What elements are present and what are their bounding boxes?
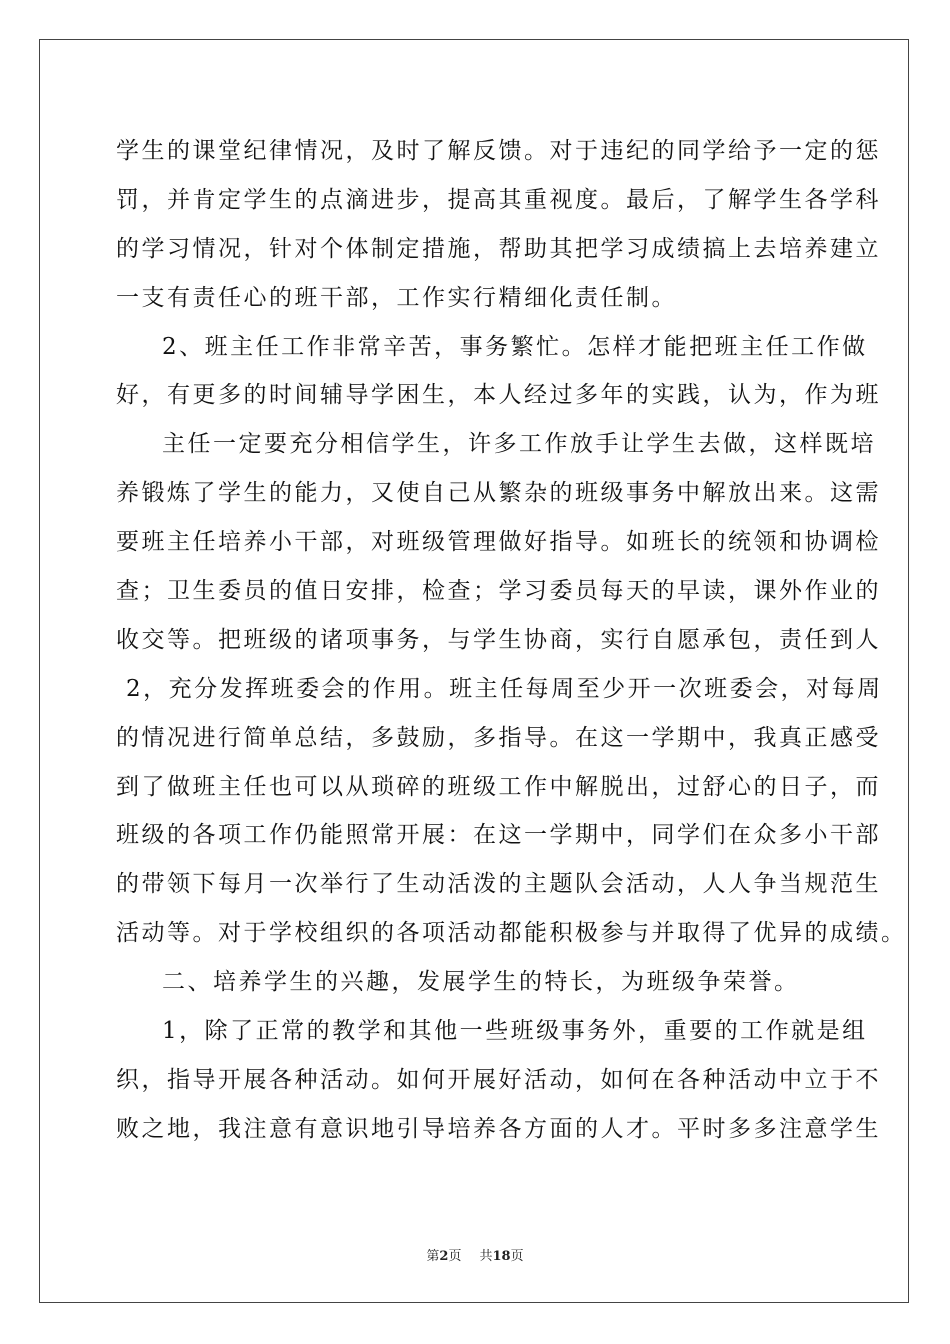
text-line: 查；卫生委员的值日安排，检查；学习委员每天的早读，课外作业的	[116, 578, 881, 605]
paragraph-start-line: 2、班主任工作非常辛苦，事务繁忙。怎样才能把班主任工作做	[162, 333, 868, 360]
text-line: 的带领下每月一次举行了生动活泼的主题队会活动，人人争当规范生	[116, 871, 881, 898]
text-line: 班级的各项工作仍能照常开展：在这一学期中，同学们在众多小干部	[116, 822, 881, 849]
text-line: 2，充分发挥班委会的作用。班主任每周至少开一次班委会，对每周	[126, 675, 883, 702]
total-prefix: 共	[479, 1249, 493, 1264]
total-unit: 页	[510, 1249, 524, 1264]
document-body	[116, 127, 907, 1154]
text-line: 好，有更多的时间辅导学困生，本人经过多年的实践，认为，作为班	[116, 382, 881, 409]
page-prefix: 第	[426, 1249, 440, 1264]
text-line: 到了做班主任也可以从琐碎的班级工作中解脱出，过舒心的日子，而	[116, 773, 881, 800]
page-current-number: 2	[439, 1249, 449, 1264]
text-line: 的学习情况，针对个体制定措施，帮助其把学习成绩搞上去培养建立	[116, 235, 881, 262]
text-line: 活动等。对于学校组织的各项活动都能积极参与并取得了优异的成绩。	[116, 920, 907, 947]
text-line: 学生的课堂纪律情况，及时了解反馈。对于违纪的同学给予一定的惩	[116, 138, 881, 164]
paragraph-start-line: 1，除了正常的教学和其他一些班级事务外，重要的工作就是组	[162, 1018, 868, 1045]
text-line: 主任一定要充分相信学生，许多工作放手让学生去做，这样既培	[162, 431, 876, 458]
text-line: 的情况进行简单总结，多鼓励，多指导。在这一学期中，我真正感受	[116, 724, 881, 751]
text-line: 养锻炼了学生的能力，又使自己从繁杂的班级事务中解放出来。这需	[116, 480, 881, 507]
section-heading: 二、培养学生的兴趣，发展学生的特长，为班级争荣誉。	[162, 969, 800, 996]
text-line: 败之地，我注意有意识地引导培养各方面的人才。平时多多注意学生	[116, 1115, 881, 1142]
text-line: 要班主任培养小干部，对班级管理做好指导。如班长的统领和协调检	[116, 529, 881, 556]
page-total-number: 18	[492, 1249, 511, 1264]
text-line: 织，指导开展各种活动。如何开展好活动，如何在各种活动中立于不	[116, 1066, 881, 1093]
text-line: 罚，并肯定学生的点滴进步，提高其重视度。最后，了解学生各学科	[116, 186, 881, 213]
page-footer	[0, 1249, 950, 1265]
text-line: 收交等。把班级的诸项事务，与学生协商，实行自愿承包，责任到人	[116, 626, 881, 653]
text-line: 一支有责任心的班干部，工作实行精细化责任制。	[116, 284, 677, 311]
page-unit: 页	[448, 1249, 462, 1264]
